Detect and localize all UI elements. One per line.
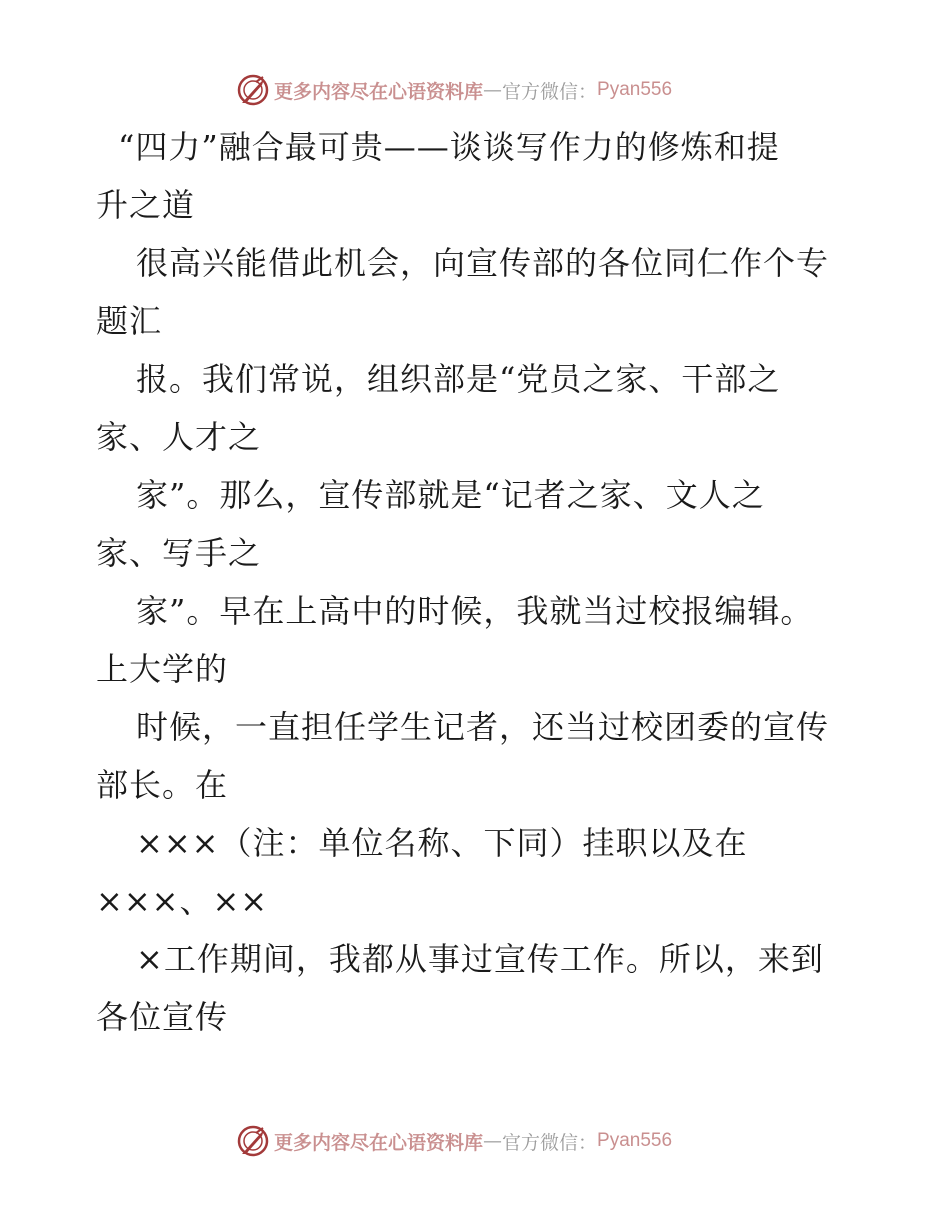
- paragraph-line: 部长。在: [96, 766, 229, 804]
- quill-seal-icon: [236, 1124, 270, 1158]
- paragraph-line: ×××（注：单位名称、下同）挂职以及在: [136, 824, 748, 862]
- watermark-brand-text: 更多内容尽在心语资料库: [274, 80, 484, 103]
- footer-watermark: [236, 1124, 716, 1158]
- paragraph-line: 很高兴能借此机会，向宣传部的各位同仁作个专: [136, 244, 830, 282]
- paragraph-line: ×工作期间，我都从事过宣传工作。所以，来到: [136, 940, 824, 978]
- header-watermark: [236, 73, 716, 107]
- document-title-line-2: 升之道: [96, 186, 196, 224]
- paragraph-line: 报。我们常说，组织部是“党员之家、干部之: [136, 360, 781, 398]
- watermark-label: 官方微信：: [502, 1131, 598, 1154]
- document-title-line-1: “四力”融合最可贵——谈谈写作力的修炼和提: [118, 128, 780, 166]
- paragraph-line: 题汇: [96, 302, 163, 340]
- watermark-wechat-id: Pyan556: [597, 79, 673, 100]
- document-body: [96, 118, 856, 1046]
- paragraph-line: 家”。早在上高中的时候，我就当过校报编辑。: [136, 592, 814, 630]
- watermark-separator: —: [483, 79, 503, 101]
- paragraph-line: ×××、××: [96, 882, 269, 920]
- paragraph-line: 家、人才之: [96, 418, 262, 456]
- paragraph-line: 家、写手之: [96, 534, 262, 572]
- watermark-separator: —: [483, 1130, 503, 1152]
- paragraph-line: 家”。那么，宣传部就是“记者之家、文人之: [136, 476, 765, 514]
- watermark-label: 官方微信：: [502, 80, 598, 103]
- paragraph-line: 各位宣传: [96, 998, 229, 1036]
- paragraph-line: 上大学的: [96, 650, 229, 688]
- watermark-wechat-id: Pyan556: [597, 1130, 673, 1151]
- watermark-brand-text: 更多内容尽在心语资料库: [274, 1131, 484, 1154]
- paragraph-line: 时候，一直担任学生记者，还当过校团委的宣传: [136, 708, 830, 746]
- quill-seal-icon: [236, 73, 270, 107]
